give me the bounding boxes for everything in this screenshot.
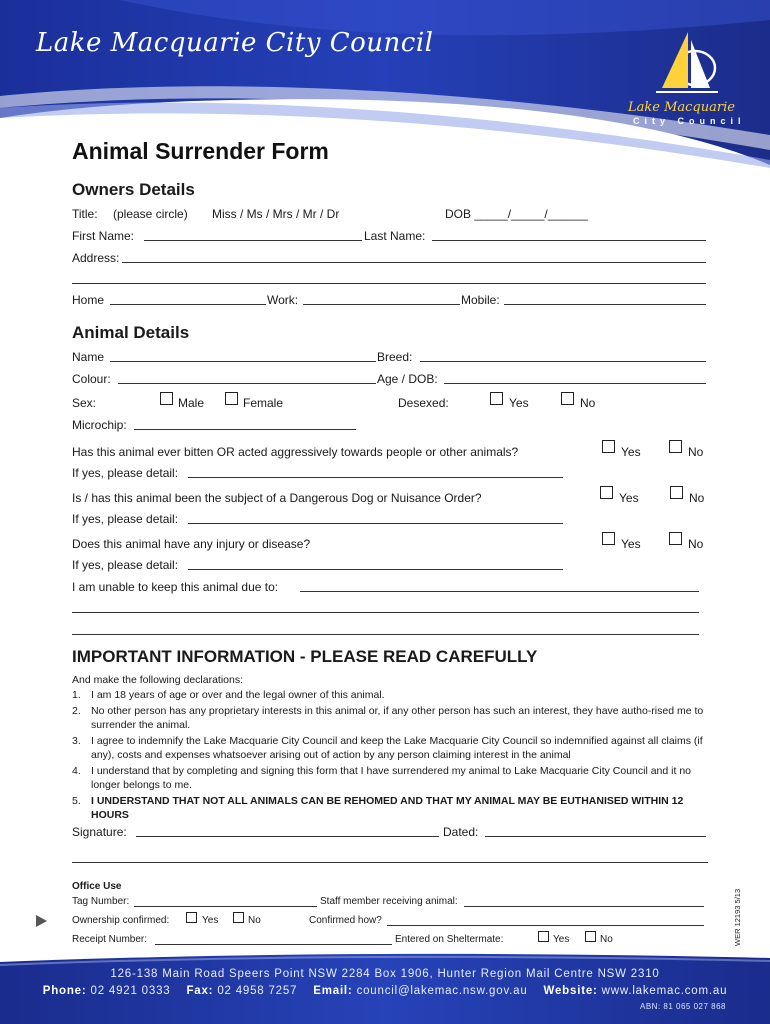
declaration-item: I am 18 years of age or over and the legal owner of this animal. [91,689,385,701]
injury-yes-checkbox[interactable] [602,532,615,545]
logo-name: Lake Macquarie [628,100,735,115]
bitten-no-checkbox[interactable] [669,440,682,453]
tag-number-label: Tag Number: [72,896,130,907]
age-dob-field[interactable] [444,383,706,384]
breed-field[interactable] [420,361,706,362]
title-label: Title: [72,207,98,221]
logo-subtitle: City Council [633,116,746,126]
desexed-yes-label: Yes [509,396,529,410]
dangerous-no-checkbox[interactable] [670,486,683,499]
declaration-number: 2. [72,705,81,717]
staff-member-label: Staff member receiving animal: [320,896,458,907]
question-dangerous: Is / has this animal been the subject of a Dangerous Dog or Nuisance Order? [72,491,482,505]
male-checkbox[interactable] [160,392,173,405]
title-options[interactable]: Miss / Ms / Mrs / Mr / Dr [212,207,340,221]
declarations-intro: And make the following declarations: [72,674,244,686]
email-link[interactable]: council@lakemac.nsw.gov.au [356,985,528,997]
mobile-field[interactable] [504,304,706,305]
unable-label: I am unable to keep this animal due to: [72,580,279,594]
ownership-no-label: No [248,915,261,926]
declaration-item: I understand that by completing and signing this form that I have surrendered my animal to Lake Macquarie City Council and it no longer belongs to me. [91,765,691,791]
breed-label: Breed: [377,350,413,364]
sheltermate-no-label: No [600,934,613,945]
colour-label: Colour: [72,372,111,386]
address-field-2[interactable] [72,283,706,284]
ownership-no-checkbox[interactable] [233,912,244,923]
ownership-yes-checkbox[interactable] [186,912,197,923]
question-injury: Does this animal have any injury or disease? [72,537,311,551]
owners-heading: Owners Details [72,180,195,199]
fax-number: 02 4958 7257 [217,985,298,997]
sex-label: Sex: [72,396,97,410]
animal-name-field[interactable] [110,361,376,362]
bitten-detail-label: If yes, please detail: [72,466,179,480]
bitten-no-label: No [688,445,704,459]
address-label: Address: [72,251,120,265]
sheltermate-no-checkbox[interactable] [585,931,596,942]
declaration-number: 1. [72,689,81,701]
website-link[interactable]: www.lakemac.com.au [601,985,728,997]
microchip-label: Microchip: [72,418,127,432]
address-field[interactable] [122,262,706,263]
dob-field[interactable]: DOB _____/_____/______ [445,207,588,221]
bitten-yes-checkbox[interactable] [602,440,615,453]
important-heading: IMPORTANT INFORMATION - PLEASE READ CAREFULLY [72,647,538,666]
injury-detail-field[interactable] [188,569,563,570]
staff-member-field[interactable] [464,906,704,907]
male-label: Male [178,396,205,410]
last-name-label: Last Name: [364,229,426,243]
injury-no-checkbox[interactable] [669,532,682,545]
injury-no-label: No [688,537,704,551]
form-title: Animal Surrender Form [72,138,329,164]
injury-detail-label: If yes, please detail: [72,558,179,572]
home-phone-label: Home [72,293,105,307]
microchip-field[interactable] [134,429,356,430]
first-name-label: First Name: [72,229,135,243]
work-phone-field[interactable] [303,304,460,305]
desexed-label: Desexed: [398,396,449,410]
council-name: Lake Macquarie City Council [36,28,434,58]
declaration-number: 4. [72,765,81,777]
desexed-yes-checkbox[interactable] [490,392,503,405]
declaration-item: No other person has any proprietary interests in this animal or, if any other person has such an interest, they have autho-rised me to surrender the animal. [91,705,704,731]
female-label: Female [243,396,284,410]
pointer-arrow-icon [36,915,47,927]
bitten-yes-label: Yes [621,445,641,459]
receipt-number-field[interactable] [155,944,392,945]
dangerous-yes-checkbox[interactable] [600,486,613,499]
email-label: Email: [313,985,353,997]
website-label: Website: [543,985,598,997]
animal-name-label: Name [72,350,105,364]
dangerous-detail-label: If yes, please detail: [72,512,179,526]
phone-label: Phone: [42,985,87,997]
last-name-field[interactable] [432,240,706,241]
sheltermate-yes-checkbox[interactable] [538,931,549,942]
dangerous-yes-label: Yes [619,491,639,505]
footer-address: 126-138 Main Road Speers Point NSW 2284 Box 1906, Hunter Region Mail Centre NSW 2310 [110,968,660,980]
colour-field[interactable] [118,383,376,384]
dangerous-no-label: No [689,491,705,505]
declaration-number: 5. [72,795,81,807]
sheltermate-label: Entered on Sheltermate: [395,934,504,945]
ownership-label: Ownership confirmed: [72,915,170,926]
sailboat-logo-icon [652,30,722,98]
home-phone-field[interactable] [110,304,266,305]
footer-contact [0,985,770,997]
declaration-item-euthanised: I UNDERSTAND THAT NOT ALL ANIMALS CAN BE REHOMED AND THAT MY ANIMAL MAY BE EUTHANISED WITHIN 12 HOURS [91,795,684,821]
sheltermate-yes-label: Yes [553,934,570,945]
injury-yes-label: Yes [621,537,641,551]
phone-number[interactable]: 02 4921 0333 [90,985,171,997]
declaration-number: 3. [72,735,81,747]
female-checkbox[interactable] [225,392,238,405]
work-phone-label: Work: [267,293,299,307]
tag-number-field[interactable] [134,906,317,907]
confirmed-how-field[interactable] [387,925,704,926]
unable-reason-field-3[interactable] [72,634,699,635]
declaration-item: I agree to indemnify the Lake Macquarie City Council and keep the Lake Macquarie City Council so indemnified against all claims (if any), costs and expenses whatsoever arising out of action by any person claiming interest in the animal [91,735,703,761]
unable-reason-field[interactable] [300,591,699,592]
ownership-yes-label: Yes [202,915,219,926]
dated-label: Dated: [443,825,479,839]
mobile-label: Mobile: [461,293,500,307]
age-dob-label: Age / DOB: [377,372,438,386]
signature-field[interactable] [136,836,439,837]
bitten-detail-field[interactable] [188,477,563,478]
first-name-field[interactable] [144,240,362,241]
desexed-no-checkbox[interactable] [561,392,574,405]
signature-label: Signature: [72,825,127,839]
abn-number: ABN: 81 065 027 868 [640,1002,727,1011]
dated-field[interactable] [485,836,706,837]
office-use-heading: Office Use [72,881,122,892]
animal-heading: Animal Details [72,323,190,342]
unable-reason-field-2[interactable] [72,612,699,613]
confirmed-how-label: Confirmed how? [309,915,382,926]
fax-label: Fax: [186,985,214,997]
form-code: WER 12193 5/13 [733,888,742,946]
title-hint: (please circle) [113,207,188,221]
question-bitten: Has this animal ever bitten OR acted aggressively towards people or other animals? [72,445,519,459]
office-divider [72,862,708,863]
receipt-number-label: Receipt Number: [72,934,148,945]
desexed-no-label: No [580,396,596,410]
dangerous-detail-field[interactable] [188,523,563,524]
